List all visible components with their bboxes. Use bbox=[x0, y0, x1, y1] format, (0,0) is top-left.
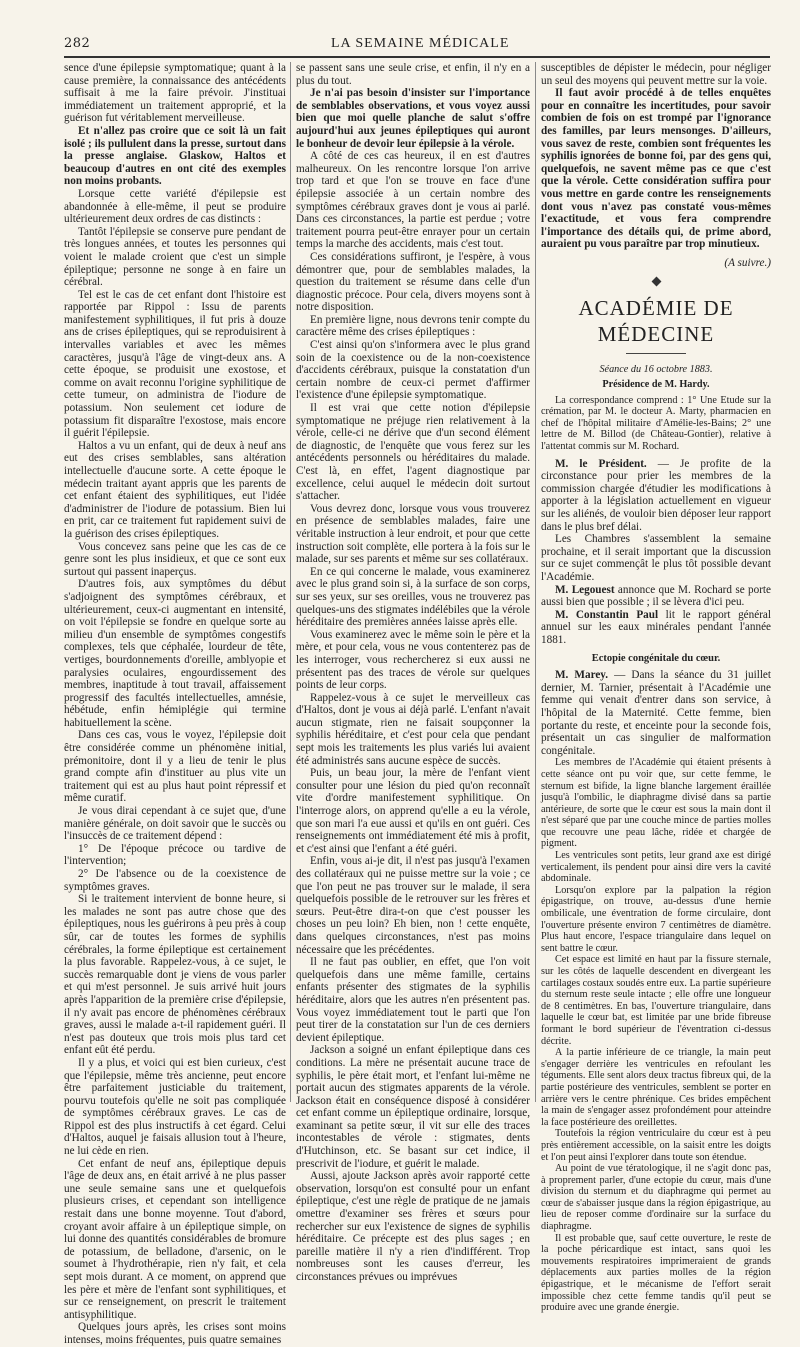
paragraph: susceptibles de dépister le médecin, pour négliger un seul des moyens qui peuvent mettre sur la voie. bbox=[541, 62, 771, 87]
header-rule bbox=[64, 56, 770, 58]
paul-paragraph: M. Constantin Paul lit le rapport général annuel sur les eaux minérales pendant l'année 1881. bbox=[541, 608, 772, 646]
paragraph: Toutefois la région ventriculaire du cœur est à peu près entièrement accessible, on la saisit entre les doigts et l'on peut ainsi l'explorer dans toute son étendue. bbox=[541, 1128, 771, 1163]
paragraph: Aussi, ajoute Jackson après avoir rapporté cette observation, lorsqu'on est consulté pour un enfant épileptique, c'est une règle de pratique de ne jamais omettre d'examiner ses frères et sœurs pour rechercher sur eux l'existence de signes de syphilis héréditaire. Ce précepte est des plus sages ; en pareille matière il n'y a rien d'indifférent. Trop nombreuses sont les causes d'erreur, les circonstances prévues ou imprévues bbox=[296, 1170, 530, 1283]
paragraph: Tantôt l'épilepsie se conserve pure pendant de très longues années, et toutes les personnes qui voient le malade croient que c'est un simple épileptique; personne ne songe à en faire un cérébral. bbox=[64, 225, 286, 289]
correspondance-paragraph: La correspondance comprend : 1° Une Etude sur la crémation, par M. le docteur A. Marty, pharmacien en chef de l'hôpital militaire d'Amélie-les-Bains; 2° une lettre de M. Billod (de Château-Gontier), relative à l'attentat commis sur M. Rochard. bbox=[541, 394, 771, 453]
column-right bbox=[541, 62, 772, 1314]
paragraph: Lorsque cette variété d'épilepsie est abandonnée à elle-même, il peut se produire ultérieurement deux ordres de cas distincts : bbox=[64, 187, 286, 226]
subsection-heading: Ectopie congénitale du cœur. bbox=[591, 652, 721, 664]
paragraph: Il y a plus, et voici qui est bien curieux, c'est que l'épilepsie, même très ancienne, peut encore être parfaitement justiciable du traitement, pourvu toutefois qu'elle ne soit pas compliquée de symptômes cérébraux graves. Le cas de Rippol est des plus instructifs à cet égard. Celui d'Haltos, auquel je faisais allusion tout à l'heure, ne lui cède en rien. bbox=[64, 1056, 286, 1158]
paragraph: 1° De l'époque précoce ou tardive de l'intervention; bbox=[64, 842, 286, 868]
paragraph: Si le traitement intervient de bonne heure, si les malades ne sont pas autre chose que des épileptiques, nous les guérirons à peu près à coup sûr, car de toutes les formes de syphilis cérébrales, la forme épileptique est certainement la plus favorable. Rappelez-vous, à ce sujet, le succès remarquable dont je viens de vous parler et qui m'est personnel. Je suis arrivé huit jours après l'apparition de la première crise d'épilepsie, il n'y avait pas encore de phénomènes cérébraux graves, aussi le malade a-t-il rapidement guéri. Il n'est pas douteux que trois mois plus tard cet enfant eût été perdu. bbox=[64, 893, 286, 1057]
paragraph: En première ligne, nous devrons tenir compte du caractère même des crises épileptiques : bbox=[296, 313, 530, 339]
paragraph: Il est vrai que cette notion d'épilepsie symptomatique ne préjuge rien relativement à la vérole, celle-ci ne dérive que d'un second élément de diagnostic, de l'enquête que vous ferez sur les antécédents personnels ou héréditaires du malade. C'est là, en effet, l'agent diagnostique par excellence, celui auquel le médecin doit surtout s'attacher. bbox=[296, 402, 530, 503]
legouest-paragraph: M. Legouest annonce que M. Rochard se porte aussi bien que possible ; il se lèvera d'ici peu. bbox=[541, 583, 771, 609]
paragraph: Vous devrez donc, lorsque vous vous trouverez en présence de semblables malades, faire une véritable instruction à leur endroit, et pour que cette instruction soit complète, elle portera à la fois sur le malade, sur ses parents et même sur ses collatéraux. bbox=[296, 502, 530, 566]
paragraph: Jackson a soigné un enfant épileptique dans ces conditions. La mère ne présentait aucune trace de syphilis, le père était mort, et l'enfant lui-même ne portait aucun des stigmates apparents de la vérole. Jackson était en conséquence disposé à considérer cet enfant comme un épileptique ordinaire, lorsque, examinant sa petite sœur, il vit sur elle des traces incontestables de vérole : stigmates, dents d'Hutchinson, etc. Se basant sur cet indice, il prescrivit de l'iodure, et guérit le malade. bbox=[296, 1044, 530, 1170]
paragraph: Il est probable que, sauf cette ouverture, le reste de la poche péricardique est intact, sans quoi les mouvements respiratoires imprimeraient de grands déplacements aux parties molles de la région épigastrique, et le mécanisme de l'effort serait impossible chez cette femme tandis qu'il peut se produire avec une grande énergie. bbox=[541, 1232, 771, 1314]
paragraph: Quelques jours après, les crises sont moins intenses, moins fréquentes, puis quatre semaines bbox=[64, 1321, 286, 1346]
paragraph: Les membres de l'Académie qui étaient présents à cette séance ont pu voir que, sur cette femme, le sternum est bifide, la ligne blanche largement éraillée jusqu'à l'ombilic, le diaphragme divisé dans sa partie antérieure, de sorte que le cœur est sous la main dont il n'est séparé que par une couche mince de parties molles que recouvre une peau lâche, ridée et chargée de pigment. bbox=[541, 757, 771, 850]
president-paragraph: M. le Président. — Je profite de la circonstance pour prier les membres de la commission chargée d'étudier les modifications à apporter à la législation actuellement en vigueur sur les aliénés, de vouloir bien déposer leur rapport dans le plus bref délai. bbox=[541, 457, 771, 533]
paragraph: se passent sans une seule crise, et enfin, il n'y en a plus du tout. bbox=[296, 62, 530, 87]
column-divider bbox=[290, 62, 291, 1102]
paragraph: Les ventricules sont petits, leur grand axe est dirigé verticalement, ils pendent pour ainsi dire vers la cavité abdominale. bbox=[541, 850, 771, 885]
paragraph: A côté de ces cas heureux, il en est d'autres malheureux. On les rencontre lorsque l'on arrive trop tard et que l'on se trouve en face d'une épilepsie associée à un certain nombre des symptômes cérébraux graves dont je vous ai parlé. Dans ces circonstances, la partie est perdue ; votre traitement pourra peut-être enrayer pour un certain temps la marche des accidents, mais c'est tout. bbox=[296, 150, 530, 251]
paragraph: 2° De l'absence ou de la coexistence de symptômes graves. bbox=[64, 868, 286, 893]
paragraph: Il ne faut pas oublier, en effet, que l'on voit quelquefois dans une même famille, certains enfants présenter des stigmates de la syphilis héréditaire, alors que les autres n'en présentent pas. Vous voyez immédiatement tout le parti que l'on peut tirer de la constatation sur l'un de ces derniers devient épileptique. bbox=[296, 956, 530, 1044]
section-ornament bbox=[651, 276, 661, 286]
page-number: 282 bbox=[64, 36, 91, 51]
paragraph: Je vous dirai cependant à ce sujet que, d'une manière générale, on doit savoir que le succès ou l'insuccès de ce traitement dépend : bbox=[64, 805, 286, 843]
paragraph: C'est ainsi qu'on s'informera avec le plus grand soin de la coexistence ou de la non-coexistence d'accidents cérébraux, puisque la constatation d'un certain nombre de ceux-ci permet d'affirmer l'existence d'une épilepsie symptomatique. bbox=[296, 339, 530, 402]
title-rule bbox=[626, 353, 686, 354]
marey-paragraph: M. Marey. — Dans la séance du 31 juillet dernier, M. Tarnier, présentait à l'Académie une femme qui venait d'entrer dans son service, à l'hôpital de la Maternité. Cette femme, bien portante du reste, et enceinte pour la seconde fois, présentait un cas singulier de malformation congénitale. bbox=[541, 669, 771, 757]
paragraph: Il faut avoir procédé à de telles enquêtes pour en connaître les incertitudes, pour savoir combien de fois on est trompé par l'ignorance des familles, par leurs mensonges. D'ailleurs, vous savez de reste, combien sont fréquentes les syphilis ignorées de bonne foi, par des gens qui, quelquefois, ne savent même pas ce que c'est que la vérole. Cette considération suffira pour vous mettre en garde contre les renseignements dont vous n'avez pas constaté vous-mêmes l'exactitude, et vous fera comprendre l'importance des détails qui, de prime abord, auraient pu vous paraître par trop minutieux. bbox=[541, 87, 771, 251]
journal-title: LA SEMAINE MÉDICALE bbox=[330, 36, 510, 51]
paragraph: sence d'une épilepsie symptomatique; quant à la cause première, la connaissance des antécédents suffisait à me la faire prévoir. J'instituai immédiatement un traitement approprié, et la guérison fut véritablement merveilleuse. bbox=[64, 62, 286, 125]
paragraph: A la partie inférieure de ce triangle, la main peut s'engager derrière les ventricules en refoulant les téguments. Elle sent alors deux tractus fibreux qui, de la partie postérieure des ventricules, semblent se porter en arrière vers le centre phrénique. Ces brides empêchent la main de s'engager assez profondément pour atteindre la face postérieure des oreillettes. bbox=[541, 1047, 771, 1128]
column-divider bbox=[535, 62, 536, 1102]
paragraph: Enfin, vous ai-je dit, il n'est pas jusqu'à l'examen des collatéraux qui ne puisse mettre sur la voie ; ce que l'on peut ne pas trouver sur le malade, il sera quelquefois possible de le retrouver sur les frères et sœurs. Peut-être dira-t-on que c'est pousser les choses un peu loin? Eh bien, non ! cette enquête, dans quelques circonstances, n'est pas moins nécessaire que les précédentes. bbox=[296, 855, 530, 956]
paragraph: D'autres fois, aux symptômes du début s'adjoignent des symptômes cérébraux, et ultérieurement, ceux-ci augmentant en intensité, on voit l'épilepsie se fondre en quelque sorte au milieu d'un ensemble de symptômes congestifs complexes, tels que céphalée, lourdeur de tête, vertiges, bourdonnements d'oreille, amblyopie et paralysies oculaires, engourdissement des membres, inaptitude à tout travail, affaissement progressif des facultés intellectuelles, amnésie, hébétude, enfin hémiplégie qui termine habituellement la scène. bbox=[64, 578, 286, 729]
section-title: ACADÉMIE DE MÉDECINE bbox=[578, 295, 734, 346]
paragraph: Cet enfant de neuf ans, épileptique depuis l'âge de deux ans, en était arrivé à ne plus passer une seule semaine sans une et quelquefois plusieurs crises, et cependant son intelligence restait dans une bonne moyenne. Tout d'abord, croyant avoir affaire à un épileptique simple, on lui donne des quantités considérables de bromure de potassium, de belladone, d'arsenic, on le soumet à l'hydrothérapie, rien n'y fait, et cela sept mois durant. A ce moment, on apprend que les père et mère de l'enfant sont syphilitiques, et sur ce renseignement, on prescrit le traitement antisyphilitique. bbox=[64, 1157, 286, 1321]
paragraph: Tel est le cas de cet enfant dont l'histoire est rapportée par Rippol : Issu de parents manifestement syphilitiques, il fut pris à douze ans de crises épileptiques, qui se reproduisirent à intervalles variables et avec les mêmes caractères, jusqu'à l'âge de vingt-deux ans. A cette époque, se produisit une exostose, et comme on avait reconnu l'origine syphilitique de cette tumeur, on administra de l'iodure de potassium. Non seulement cet iodure de potassium fit disparaître l'exostose, mais encore il guérit l'épilepsie. bbox=[64, 288, 286, 440]
paragraph: Je n'ai pas besoin d'insister sur l'importance de semblables observations, et vous voyez aussi bien que moi quelle planche de salut s'offre aujourd'hui aux jeunes épileptiques qui auront le bonheur de devoir leur épilepsie à la vérole. bbox=[296, 87, 530, 150]
paragraph: En ce qui concerne le malade, vous examinerez avec le plus grand soin si, à la surface de son corps, sur ses yeux, sur ses oreilles, vous ne trouverez pas quelques-uns des stigmates indélébiles que la vérole héréditaire des premières années laisse après elle. bbox=[296, 565, 530, 629]
presidence-line: Présidence de M. Hardy. bbox=[602, 379, 710, 391]
paragraph: Vous examinerez avec le même soin le père et la mère, et pour cela, vous ne vous contenterez pas de les interroger, vous rechercherez si eux aussi ne présentent pas des traces de vérole sur quelques points de leur corps. bbox=[296, 628, 530, 692]
paragraph: Rappelez-vous à ce sujet le merveilleux cas d'Haltos, dont je vous ai déjà parlé. L'enfant n'avait aucun stigmate, rien ne faisait soupçonner la syphilis héréditaire, et c'est pour cela que pendant sept mois les traitements les plus variés lui avaient été administrés sans aucune espèce de succès. bbox=[296, 691, 530, 767]
column-middle bbox=[296, 62, 530, 1283]
paragraph: Au point de vue tératologique, il ne s'agit donc pas, à proprement parler, d'une ectopie du cœur, mais d'une division du sternum et du diaphragme qui permet au cœur de s'abaisser jusque dans la région épigastrique, au lieu de reposer comme d'ordinaire sur la surface du diaphragme. bbox=[541, 1163, 771, 1233]
paragraph: Et n'allez pas croire que ce soit là un fait isolé ; ils pullulent dans la presse, surtout dans la presse anglaise. Glaskow, Haltos et beaucoup d'autres en ont cité des exemples non moins probants. bbox=[64, 124, 286, 188]
paragraph: Vous concevez sans peine que les cas de ce genre sont les plus insidieux, et que ce sont eux surtout qui passent inaperçus. bbox=[64, 540, 286, 578]
column-left bbox=[64, 62, 286, 1346]
paragraph: Haltos a vu un enfant, qui de deux à neuf ans eut des crises semblables, sans altération intellectuelle d'aucune sorte. A cette époque le médecin traitant ayant appris que les parents de cet enfant étaient des syphilitiques, eut l'idée d'administrer de l'iodure de potassium. Bien lui en prit, car ce traitement fut rapidement suivi de la guérison des crises épileptiques. bbox=[64, 439, 286, 540]
paragraph: Les Chambres s'assemblent la semaine prochaine, et il serait important que la discussion sur ce sujet commençât le plus tôt possible devant l'Académie. bbox=[541, 533, 771, 583]
seance-line: Séance du 16 octobre 1883. bbox=[599, 363, 713, 375]
paragraph: Puis, un beau jour, la mère de l'enfant vient consulter pour une lésion du pied qu'on reconnaît vite d'ordre manifestement syphilitique. On l'interroge alors, on apprend qu'elle a eu la vérole, que son mari l'a eue aussi et qu'ils en ont guéri. Ces renseignements ont immédiatement été mis à profit, et c'est ainsi que l'enfant a été guéri. bbox=[296, 767, 530, 855]
paragraph: Ces considérations suffiront, je l'espère, à vous démontrer que, pour de semblables malades, la question du traitement se résume dans celle d'un diagnostic précoce. Pour cela, divers moyens sont à notre disposition. bbox=[296, 250, 530, 314]
paragraph: Cet espace est limité en haut par la fissure sternale, sur les côtés de laquelle descendent en divergeant les cartilages costaux soudés entre eux. La partie supérieure du sternum reste seule intacte ; elle offre une longueur de 8 centimètres. En bas, l'ouverture triangulaire, dans laquelle le cœur bat, est limitée par une bride fibreuse formant le bord supérieur de l'éventration ci-dessus décrite. bbox=[541, 954, 771, 1047]
to-be-continued: (A suivre.) bbox=[724, 256, 771, 269]
paragraph: Lorsqu'on explore par la palpation la région épigastrique, on trouve, au-dessus d'une hernie ombilicale, une éventration de forme circulaire, dont l'ouverture présente environ 7 centimètres de diamètre. Plus haut encore, l'espace triangulaire dans lequel on sent battre le cœur. bbox=[541, 884, 771, 954]
page-header bbox=[64, 36, 770, 54]
paragraph: Dans ces cas, vous le voyez, l'épilepsie doit être considérée comme un phénomène initial, prémonitoire, dont il y a lieu de tenir le plus grand compte afin d'instituer au plus vite un traitement qui est au plus haut point répressif et même curatif. bbox=[64, 729, 286, 805]
